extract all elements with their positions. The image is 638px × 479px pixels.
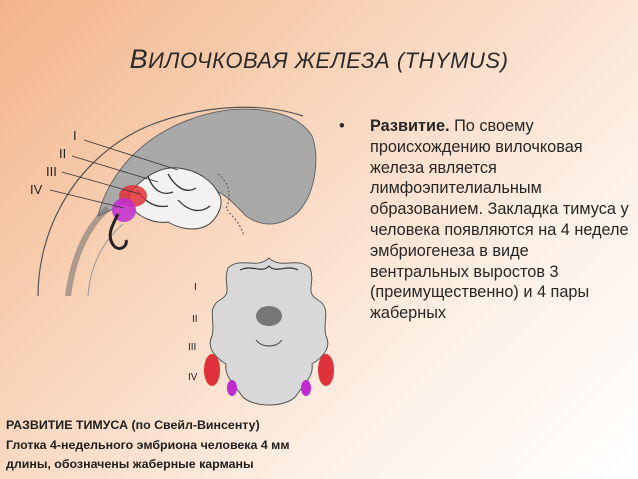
bullet-list	[339, 116, 631, 324]
pharynx-label-2: II	[192, 314, 198, 325]
bullet-bold-term: Развитие.	[370, 117, 450, 135]
caption-line-2: Глотка 4-недельного эмбриона человека 4 мм	[6, 437, 290, 452]
caption-line-1: РАЗВИТИЕ ТИМУСА (по Свейл-Винсенту)	[6, 418, 260, 432]
bullet-paragraph	[370, 116, 631, 324]
bullet-body: По своему происхождению вилочковая железа является лимфоэпителиальным образованием. Закладка тимуса у человека появляются на 4 неделе эмбриогенеза в виде вентральных выростов 3 (преимущественно) и 4 пары жаберных	[370, 117, 629, 323]
pharynx-label-3: III	[188, 342, 197, 353]
pharynx-label-4: IV	[188, 372, 198, 383]
bullet-marker: •	[339, 117, 345, 135]
caption-line-3: длины, обозначены жаберные карманы	[6, 457, 254, 471]
figure-caption	[6, 416, 346, 475]
embryo-label-2: II	[59, 146, 67, 161]
slide-title: ВИЛОЧКОВАЯ ЖЕЛЕЗА (THYMUS)	[129, 44, 509, 74]
embryo-label-1: I	[73, 128, 77, 143]
embryo-label-4: IV	[30, 182, 43, 197]
pharynx-illustration	[186, 244, 352, 412]
embryo-label-3: III	[46, 164, 57, 179]
pharynx-label-1: I	[194, 282, 197, 293]
